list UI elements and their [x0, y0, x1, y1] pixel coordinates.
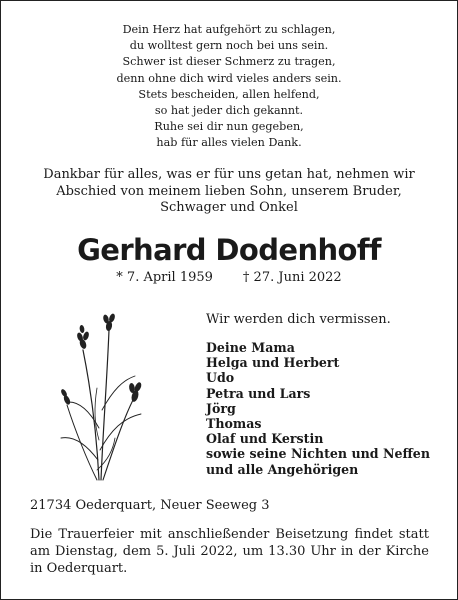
poem-line: so hat jeder dich gekannt. [154, 104, 304, 118]
poem-line: denn ohne dich wird vieles anders sein. [116, 71, 342, 85]
mourner: Petra und Lars [206, 385, 311, 401]
poem-line: hab für alles vielen Dank. [156, 136, 302, 150]
poem [1, 22, 457, 152]
birth-date: * 7. April 1959 [116, 270, 213, 285]
address: 21734 Oederquart, Neuer Seeweg 3 [30, 498, 270, 513]
poem-line: Stets bescheiden, allen helfend, [138, 87, 320, 101]
mourner: Deine Mama [206, 340, 295, 355]
death-date: † 27. Juni 2022 [242, 270, 342, 285]
mourner: Helga und Herbert [206, 355, 340, 371]
life-dates [1, 270, 457, 285]
funeral-service-text: Die Trauerfeier mit anschließender Beisetzung findet statt am Dienstag, dem 5. Juli 2022, um 13.30 Uhr in der Kirche in Oederquart. [30, 527, 429, 576]
poem-line: du wolltest gern noch bei uns sein. [129, 39, 329, 53]
wheat-ears-icon [53, 310, 145, 482]
poem-line: Dein Herz hat aufgehört zu schlagen, [122, 23, 336, 36]
intro-line: Abschied von meinem lieben Sohn, unserem Bruder, [56, 183, 402, 199]
mourners-list [206, 340, 430, 477]
mourner: sowie seine Nichten und Neffen [206, 446, 430, 462]
mourner: und alle Angehörigen [206, 461, 359, 477]
poem-line: Ruhe sei dir nun gegeben, [154, 120, 304, 134]
mourner: Thomas [206, 416, 262, 432]
intro-line: Schwager und Onkel [160, 200, 298, 215]
mourner: Jörg [206, 400, 236, 416]
poem-line: Schwer ist dieser Schmerz zu tragen, [122, 55, 336, 69]
intro-text [1, 167, 457, 217]
miss-text: Wir werden dich vermissen. [206, 312, 391, 327]
mourner: Udo [206, 370, 235, 386]
deceased-name: Gerhard Dodenhoff [77, 233, 381, 267]
intro-line: Dankbar für alles, was er für uns getan hat, nehmen wir [43, 167, 415, 182]
mourner: Olaf und Kerstin [206, 431, 324, 447]
